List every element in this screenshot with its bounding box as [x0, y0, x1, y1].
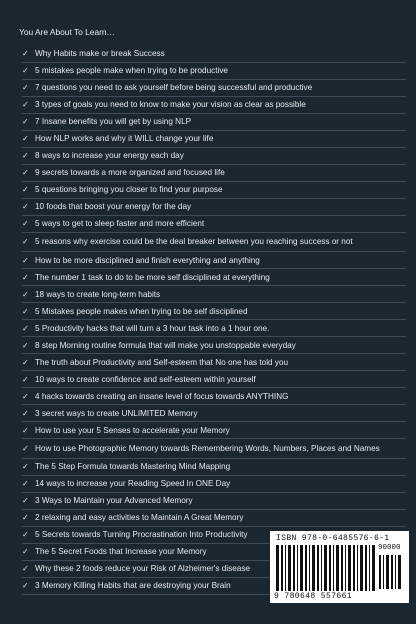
checkmark-icon: ✓: [22, 357, 29, 367]
checkmark-icon: ✓: [22, 546, 29, 556]
barcode: [270, 531, 409, 603]
list-item: [22, 131, 406, 148]
barcode-bar: [391, 555, 393, 589]
list-item-text: 4 hacks towards creating an insane level of focus towards ANYTHING: [35, 391, 289, 401]
list-item: [22, 63, 406, 80]
checkmark-icon: ✓: [22, 462, 29, 472]
list-item-text: 5 mistakes people make when trying to be productive: [35, 66, 228, 76]
list-item-text: 5 Mistakes people makes when trying to be self disciplined: [35, 306, 248, 316]
list-item-text: 10 ways to create confidence and self-esteem within yourself: [35, 374, 256, 384]
checkmark-icon: ✓: [22, 306, 29, 316]
list-item: [22, 476, 406, 493]
barcode-bar: [383, 555, 384, 589]
list-item: [22, 422, 406, 439]
list-item-text: The 5 Step Formula towards Mastering Mind Mapping: [35, 462, 231, 472]
list-item-text: How to use your 5 Senses to accelerate your Memory: [35, 425, 230, 435]
list-item: [22, 80, 406, 97]
list-item: [22, 405, 406, 422]
list-item: [22, 182, 406, 199]
barcode-bar: [317, 545, 319, 591]
checkmark-icon: ✓: [22, 289, 29, 299]
list-item-text: 5 questions bringing you closer to find your purpose: [35, 185, 223, 195]
list-item: [22, 286, 406, 303]
barcode-bar: [357, 545, 358, 591]
checkmark-icon: ✓: [22, 255, 29, 265]
barcode-bar: [372, 545, 375, 591]
barcode-addon-number: 90000: [378, 544, 401, 552]
checkmark-icon: ✓: [22, 340, 29, 350]
topic-list: [22, 46, 406, 595]
list-item-text: The number 1 task to do to be more self disciplined at everything: [35, 272, 270, 282]
list-item-text: 14 ways to increase your Reading Speed In ONE Day: [35, 479, 231, 488]
list-item: [22, 371, 406, 388]
barcode-bar: [312, 545, 315, 591]
checkmark-icon: ✓: [22, 66, 29, 76]
checkmark-icon: ✓: [22, 563, 29, 573]
barcode-bar: [281, 545, 283, 591]
barcode-bar: [379, 555, 381, 589]
list-item-text: Why these 2 foods reduce your Risk of Alzheimer's disease: [35, 563, 250, 573]
checkmark-icon: ✓: [22, 134, 29, 144]
checkmark-icon: ✓: [22, 202, 29, 212]
checkmark-icon: ✓: [22, 529, 29, 539]
checkmark-icon: ✓: [22, 580, 29, 590]
list-item-text: 3 Ways to Maintain your Advanced Memory: [35, 495, 193, 505]
barcode-bar: [365, 545, 367, 591]
barcode-bar: [309, 545, 310, 591]
list-item: [22, 46, 406, 63]
list-item-text: The truth about Productivity and Self-esteem that No one has told you: [35, 357, 289, 367]
list-item: [22, 388, 406, 405]
list-item-text: 3 types of goals you need to know to make your vision as clear as possible: [35, 100, 306, 110]
checkmark-icon: ✓: [22, 168, 29, 178]
list-item-text: How NLP works and why it WILL change your life: [35, 134, 214, 144]
barcode-bar: [297, 545, 298, 591]
section-heading: You Are About To Learn…: [19, 27, 115, 37]
list-item-text: The 5 Secret Foods that Increase your Memory: [35, 546, 207, 556]
checkmark-icon: ✓: [22, 512, 29, 522]
list-item: [22, 199, 406, 216]
list-item-text: 3 Memory Killing Habits that are destroying your Brain: [35, 580, 231, 590]
barcode-bar: [285, 545, 286, 591]
barcode-bar: [288, 545, 291, 591]
checkmark-icon: ✓: [22, 443, 29, 453]
barcode-bar: [348, 545, 351, 591]
list-item: [22, 303, 406, 320]
list-item: [22, 269, 406, 286]
list-item-text: 5 Secrets towards Turning Procrastination Into Productivity: [35, 529, 248, 539]
barcode-bar: [300, 545, 303, 591]
checkmark-icon: ✓: [22, 237, 29, 247]
list-item: [22, 148, 406, 165]
list-item: [22, 459, 406, 476]
checkmark-icon: ✓: [22, 49, 29, 59]
list-item: [22, 510, 406, 527]
checkmark-icon: ✓: [22, 83, 29, 93]
barcode-number: 9 780648 557661: [274, 592, 353, 601]
list-item-text: 3 secret ways to create UNLIMITED Memory: [35, 408, 198, 418]
isbn-label: ISBN 978-0-6485576-6-1: [276, 534, 390, 543]
checkmark-icon: ✓: [22, 185, 29, 195]
checkmark-icon: ✓: [22, 323, 29, 333]
barcode-bar: [336, 545, 339, 591]
list-item-text: 5 reasons why exercise could be the deal breaker between you reaching success or not: [35, 237, 353, 247]
list-item-text: 2 relaxing and easy activities to Maintain A Great Memory: [35, 512, 244, 522]
list-item: [22, 165, 406, 182]
barcode-bar: [324, 545, 327, 591]
list-item-text: 7 Insane benefits you will get by using NLP: [35, 117, 192, 127]
checkmark-icon: ✓: [22, 117, 29, 127]
barcode-bar: [333, 545, 334, 591]
barcode-bar: [353, 545, 355, 591]
list-item-text: 8 step Morning routine formula that will make you unstoppable everyday: [35, 340, 296, 350]
list-item: [22, 97, 406, 114]
barcode-bar: [345, 545, 346, 591]
list-item-text: 10 foods that boost your energy for the day: [35, 202, 192, 212]
barcode-bar: [386, 555, 389, 589]
list-item-text: 5 ways to get to sleep faster and more efficient: [35, 219, 205, 229]
list-item: [22, 337, 406, 354]
barcode-bar: [398, 555, 401, 589]
list-item-text: 5 Productivity hacks that will turn a 3 hour task into a 1 hour one.: [35, 323, 270, 333]
list-item-text: 7 questions you need to ask yourself before being successful and productive: [35, 83, 313, 93]
list-item: [22, 439, 406, 458]
checkmark-icon: ✓: [22, 425, 29, 435]
checkmark-icon: ✓: [22, 272, 29, 282]
checkmark-icon: ✓: [22, 391, 29, 401]
list-item: [22, 114, 406, 131]
list-item: [22, 320, 406, 337]
barcode-bar: [341, 545, 343, 591]
list-item: [22, 216, 406, 233]
barcode-bar: [369, 545, 370, 591]
checkmark-icon: ✓: [22, 151, 29, 161]
list-item-text: 9 secrets towards a more organized and focused life: [35, 168, 225, 178]
list-item: [22, 354, 406, 371]
barcode-bar: [395, 555, 396, 589]
list-item-text: How to be more disciplined and finish everything and anything: [35, 255, 260, 265]
barcode-bar: [276, 545, 279, 591]
list-item-text: 8 ways to increase your energy each day: [35, 151, 184, 161]
addon-bars: [379, 555, 405, 589]
list-item: [22, 233, 406, 252]
checkmark-icon: ✓: [22, 479, 29, 488]
list-item-text: Why Habits make or break Success: [35, 49, 165, 59]
barcode-bars: [276, 545, 376, 591]
barcode-bar: [305, 545, 307, 591]
checkmark-icon: ✓: [22, 219, 29, 229]
list-item: [22, 493, 406, 510]
checkmark-icon: ✓: [22, 100, 29, 110]
barcode-bar: [329, 545, 331, 591]
barcode-bar: [293, 545, 295, 591]
list-item-text: How to use Photographic Memory towards Remembering Words, Numbers, Places and Names: [35, 443, 380, 453]
list-item-text: 18 ways to create long-term habits: [35, 289, 161, 299]
barcode-bar: [360, 545, 363, 591]
checkmark-icon: ✓: [22, 374, 29, 384]
checkmark-icon: ✓: [22, 495, 29, 505]
checkmark-icon: ✓: [22, 408, 29, 418]
list-item: [22, 252, 406, 269]
barcode-bar: [321, 545, 322, 591]
